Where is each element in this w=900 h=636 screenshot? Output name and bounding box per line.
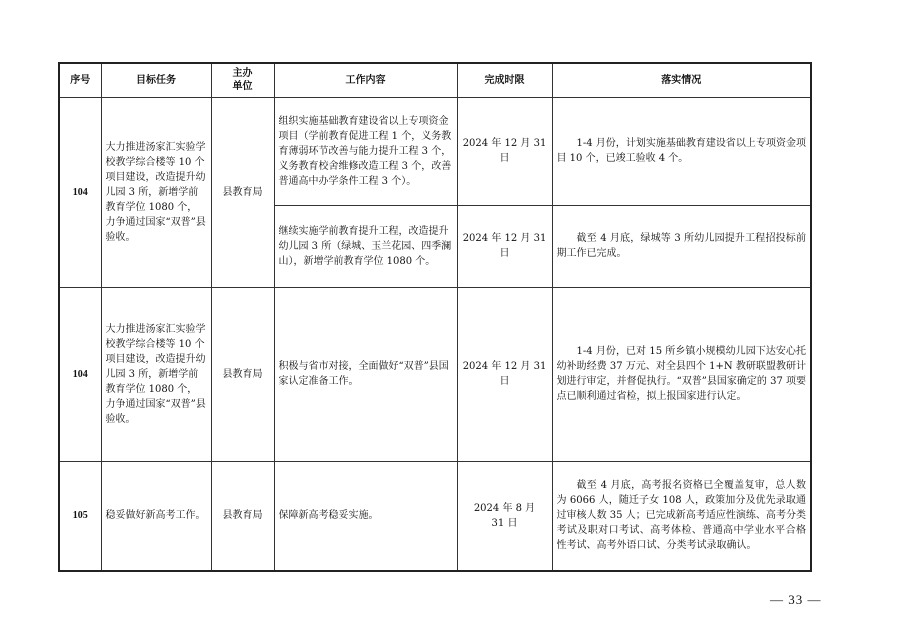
table-row <box>59 97 811 205</box>
header-seq: 序号 <box>59 63 101 97</box>
header-status: 落实情况 <box>552 63 811 97</box>
table-row <box>59 461 811 571</box>
deadline-text: 2024 年 8 月 31 日 <box>473 502 536 529</box>
header-deadline: 完成时限 <box>457 63 552 97</box>
row-task: 大力推进汤家汇实验学校教学综合楼等 10 个项目建设，改造提升幼儿园 3 所，新增学前教育学位 1080 个，力争通过国家“双普”县验收。 <box>101 97 211 287</box>
row-deadline: 2024 年 12 月 31 日 <box>457 287 552 461</box>
row-seq: 104 <box>59 97 101 287</box>
task-table <box>58 62 812 572</box>
row-seq: 105 <box>59 461 101 571</box>
table-header-row <box>59 63 811 97</box>
header-content: 工作内容 <box>274 63 457 97</box>
row-deadline <box>457 461 552 571</box>
row-status: 截至 4 月底，高考报名资格已全覆盖复审，总人数为 6066 人，随迁子女 108 人，政策加分及优先录取通过审核人数 35 人；已完成新高考适应性演练、高考分类考试及职对口考试、高考体检、普通高中学业水平合格性考试、高考外语口试、分类考试录取确认。 <box>552 461 811 571</box>
row-content: 积极与省市对接，全面做好“双普”县国家认定准备工作。 <box>274 287 457 461</box>
row-status: 截至 4 月底，绿城等 3 所幼儿园提升工程招投标前期工作已完成。 <box>552 205 811 287</box>
header-task: 目标任务 <box>101 63 211 97</box>
row-deadline: 2024 年 12 月 31 日 <box>457 205 552 287</box>
table-row <box>59 287 811 461</box>
row-task: 稳妥做好新高考工作。 <box>101 461 211 571</box>
row-status: 1-4 月份，已对 15 所乡镇小规模幼儿园下达安心托幼补助经费 37 万元、对全县四个 1+N 教研联盟教研计划进行审定，并督促执行。“双普”县国家确定的 37 项要点已顺利通过省检，拟上报国家进行认定。 <box>552 287 811 461</box>
header-dept: 主办 单位 <box>211 63 274 97</box>
row-seq: 104 <box>59 287 101 461</box>
row-status: 1-4 月份，计划实施基础教育建设省以上专项资金项目 10 个，已竣工验收 4 个。 <box>552 97 811 205</box>
row-content: 组织实施基础教育建设省以上专项资金项目（学前教育促进工程 1 个，义务教育薄弱环节改善与能力提升工程 3 个，义务教育校舍维修改造工程 3 个，改善普通高中办学条件工程 3 个）。 <box>274 97 457 205</box>
row-deadline: 2024 年 12 月 31 日 <box>457 97 552 205</box>
row-content: 保障新高考稳妥实施。 <box>274 461 457 571</box>
row-dept: 县教育局 <box>211 97 274 287</box>
row-content: 继续实施学前教育提升工程，改造提升幼儿园 3 所（绿城、玉兰花园、四季澜山），新增学前教育学位 1080 个。 <box>274 205 457 287</box>
row-dept: 县教育局 <box>211 287 274 461</box>
row-task: 大力推进汤家汇实验学校教学综合楼等 10 个项目建设，改造提升幼儿园 3 所，新增学前教育学位 1080 个，力争通过国家“双普”县验收。 <box>101 287 211 461</box>
row-dept: 县教育局 <box>211 461 274 571</box>
page-number: — 33 — <box>770 592 822 607</box>
